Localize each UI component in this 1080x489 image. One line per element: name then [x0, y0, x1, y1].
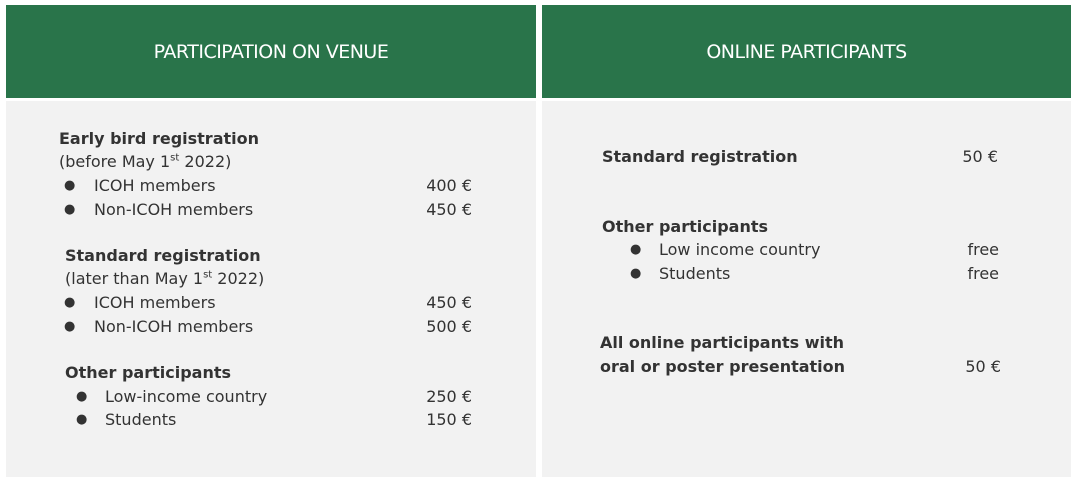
standard-item-icoh-price: 450 € — [426, 293, 472, 312]
bullet: ● — [630, 266, 642, 281]
venue-header-label: PARTICIPATION ON VENUE — [153, 40, 389, 63]
early-item-nonicoh-label: Non-ICOH members — [94, 200, 254, 219]
standard-item-nonicoh-label: Non-ICOH members — [94, 317, 254, 336]
online-standard-price: 50 € — [962, 147, 998, 166]
online-presentation-line2: oral or poster presentation — [600, 357, 846, 376]
bullet: ● — [76, 412, 88, 427]
early-item-icoh-label: ICOH members — [94, 176, 216, 195]
other-item-students-price: 150 € — [426, 410, 472, 429]
online-standard-title: Standard registration — [602, 147, 798, 166]
standard-item-nonicoh-price: 500 € — [426, 317, 472, 336]
standard-note: (later than May 1st 2022) — [65, 269, 265, 288]
online-other-students-label: Students — [659, 264, 731, 283]
online-presentation-price: 50 € — [965, 357, 1001, 376]
early-note: (before May 1st 2022) — [59, 152, 232, 171]
venue-header — [6, 5, 536, 98]
early-item-icoh-price: 400 € — [426, 176, 472, 195]
bullet: ● — [64, 202, 76, 217]
other-item-students-label: Students — [105, 410, 177, 429]
other-title: Other participants — [65, 363, 232, 382]
online-other-lowincome-price: free — [967, 240, 999, 259]
standard-title: Standard registration — [65, 246, 261, 265]
bullet: ● — [630, 242, 642, 257]
other-item-lowincome-price: 250 € — [426, 387, 472, 406]
venue-panel — [6, 101, 536, 477]
online-other-students-price: free — [967, 264, 999, 283]
standard-item-icoh-label: ICOH members — [94, 293, 216, 312]
bullet: ● — [64, 295, 76, 310]
early-title: Early bird registration — [59, 129, 260, 148]
online-presentation-line1: All online participants with — [600, 333, 845, 352]
online-other-title: Other participants — [602, 217, 769, 236]
early-item-nonicoh-price: 450 € — [426, 200, 472, 219]
bullet: ● — [64, 178, 76, 193]
bullet: ● — [64, 319, 76, 334]
online-header — [542, 5, 1071, 98]
other-item-lowincome-label: Low-income country — [105, 387, 268, 406]
online-header-label: ONLINE PARTICIPANTS — [706, 40, 907, 63]
online-panel — [542, 101, 1071, 477]
bullet: ● — [76, 389, 88, 404]
online-other-lowincome-label: Low income country — [659, 240, 821, 259]
